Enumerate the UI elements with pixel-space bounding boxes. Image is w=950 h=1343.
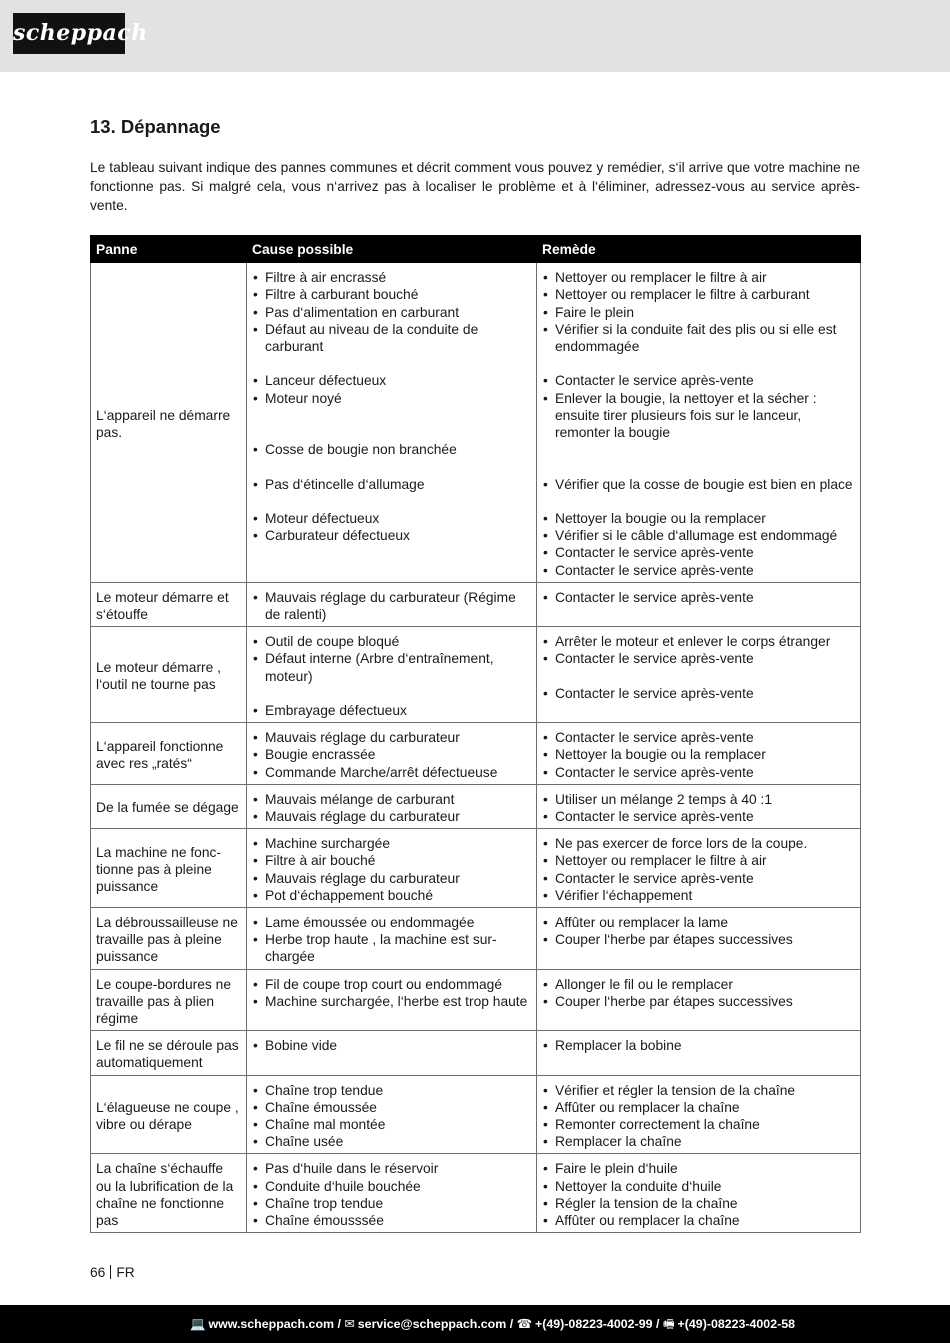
- remedy-item: • Nettoyer la bougie ou la remplacer: [541, 746, 856, 763]
- cause-list: [251, 633, 532, 719]
- cause-item: • Embrayage défectueux: [251, 702, 532, 719]
- cause-list: [251, 835, 532, 904]
- footer-phone: +(49)-08223-4002-99: [535, 1317, 653, 1331]
- remedy-item: • Affûter ou remplacer la chaîne: [541, 1212, 856, 1229]
- cause-item: • Bougie encrassée: [251, 746, 532, 763]
- footer-separator: /: [509, 1317, 514, 1331]
- remedy-list: [541, 835, 856, 904]
- cause-item: [251, 685, 532, 702]
- remedy-list: [541, 589, 856, 606]
- table-row: [91, 263, 861, 583]
- remedy-item: • Affûter ou remplacer la lame: [541, 914, 856, 931]
- remedy-item: • Couper l‘herbe par étapes successives: [541, 993, 856, 1010]
- remedy-item: • Couper l‘herbe par étapes successives: [541, 931, 856, 948]
- remedy-item: • Faire le plein d‘huile: [541, 1160, 856, 1177]
- remedy-cell: [537, 1154, 861, 1233]
- cause-cell: [247, 1075, 537, 1154]
- remedy-cell: [537, 829, 861, 908]
- scheppach-logo: scheppach: [13, 13, 125, 54]
- column-header-cause: Cause possible: [247, 236, 537, 263]
- page-number: [90, 1265, 135, 1280]
- remedy-item: • Contacter le service après-vente: [541, 650, 856, 667]
- cause-item: • Chaîne émoussée: [251, 1099, 532, 1116]
- remedy-item: • Nettoyer ou remplacer le filtre à air: [541, 269, 856, 286]
- panne-cell: Le coupe-bordures ne travaille pas à plien régime: [91, 969, 247, 1031]
- remedy-item: • Ne pas exercer de force lors de la coupe.: [541, 835, 856, 852]
- fax-icon: 🖷: [662, 1317, 675, 1331]
- cause-list: [251, 791, 532, 825]
- cause-item: • Bobine vide: [251, 1037, 532, 1054]
- cause-item: • Pas d‘étincelle d‘allumage: [251, 476, 532, 493]
- page-language: FR: [116, 1265, 135, 1280]
- remedy-list: [541, 729, 856, 781]
- cause-list: [251, 1160, 532, 1229]
- cause-item: [251, 458, 532, 475]
- remedy-item: • Remplacer la chaîne: [541, 1133, 856, 1150]
- panne-cell: Le moteur démarre , l‘outil ne tourne pas: [91, 627, 247, 723]
- remedy-cell: [537, 723, 861, 785]
- remedy-list: [541, 1082, 856, 1151]
- panne-cell: L‘appareil fonctionne avec res „ratés“: [91, 723, 247, 785]
- cause-item: • Mauvais réglage du carburateur: [251, 729, 532, 746]
- cause-cell: [247, 1154, 537, 1233]
- remedy-item: • Remonter correctement la chaîne: [541, 1116, 856, 1133]
- remedy-list: [541, 1160, 856, 1229]
- remedy-item: • Vérifier si le câble d‘allumage est endommagé: [541, 527, 856, 544]
- cause-item: • Carburateur défectueux: [251, 527, 532, 544]
- cause-cell: [247, 582, 537, 626]
- cause-cell: [247, 1031, 537, 1075]
- remedy-list: [541, 976, 856, 1010]
- remedy-item: • Nettoyer la bougie ou la remplacer: [541, 510, 856, 527]
- panne-cell: Le moteur démarre et s‘étouffe: [91, 582, 247, 626]
- panne-cell: L‘appareil ne démarre pas.: [91, 263, 247, 583]
- remedy-item: • Contacter le service après-vente: [541, 870, 856, 887]
- table-row: [91, 969, 861, 1031]
- remedy-item: • Contacter le service après-vente: [541, 729, 856, 746]
- intro-paragraph: Le tableau suivant indique des pannes communes et décrit comment vous pouvez y remédier, s‘il arrive que votre machine ne fonctionne pas. Si malgré cela, vous n‘arrivez pas à localiser le problème et à l‘éliminer, adressez-vous au service après-vente.: [90, 160, 860, 213]
- cause-list: [251, 914, 532, 966]
- remedy-item: • Vérifier que la cosse de bougie est bien en place: [541, 476, 856, 493]
- remedy-item: • Vérifier si la conduite fait des plis ou si elle est endommagée: [541, 321, 856, 355]
- table-row: [91, 582, 861, 626]
- column-header-panne: Panne: [91, 236, 247, 263]
- cause-item: • Fil de coupe trop court ou endommagé: [251, 976, 532, 993]
- cause-item: [251, 407, 532, 424]
- panne-cell: La chaîne s‘échauffe ou la lubrification de la chaîne ne fonctionne pas: [91, 1154, 247, 1233]
- footer-separator: /: [337, 1317, 341, 1331]
- envelope-icon: ✉: [344, 1317, 355, 1331]
- remedy-item: • Nettoyer ou remplacer le filtre à air: [541, 852, 856, 869]
- footer-website[interactable]: www.scheppach.com: [208, 1317, 335, 1331]
- cause-cell: [247, 263, 537, 583]
- remedy-cell: [537, 582, 861, 626]
- table-row: [91, 829, 861, 908]
- cause-item: • Chaîne trop tendue: [251, 1195, 532, 1212]
- cause-item: [251, 493, 532, 510]
- cause-item: • Chaîne trop tendue: [251, 1082, 532, 1099]
- panne-cell: De la fumée se dégage: [91, 784, 247, 828]
- remedy-item: [541, 493, 856, 510]
- remedy-cell: [537, 263, 861, 583]
- remedy-item: • Vérifier et régler la tension de la chaîne: [541, 1082, 856, 1099]
- remedy-cell: [537, 1075, 861, 1154]
- cause-item: • Pas d‘huile dans le réservoir: [251, 1160, 532, 1177]
- table-row: [91, 1154, 861, 1233]
- remedy-item: • Nettoyer ou remplacer le filtre à carburant: [541, 286, 856, 303]
- cause-item: • Mauvais réglage du carburateur (Régime de ralenti): [251, 589, 532, 623]
- remedy-list: [541, 1037, 856, 1054]
- panne-cell: La débroussailleuse ne travaille pas à pleine puissance: [91, 908, 247, 970]
- remedy-item: [541, 458, 856, 475]
- remedy-cell: [537, 784, 861, 828]
- table-row: [91, 723, 861, 785]
- cause-cell: [247, 627, 537, 723]
- cause-cell: [247, 969, 537, 1031]
- remedy-item: • Contacter le service après-vente: [541, 372, 856, 389]
- remedy-cell: [537, 627, 861, 723]
- footer-fax: +(49)-08223-4002-58: [677, 1317, 795, 1331]
- panne-cell: L‘élagueuse ne coupe , vibre ou dérape: [91, 1075, 247, 1154]
- cause-cell: [247, 723, 537, 785]
- cause-item: • Chaîne émousssée: [251, 1212, 532, 1229]
- remedy-list: [541, 914, 856, 948]
- page-number-value: 66: [90, 1265, 106, 1280]
- cause-item: • Moteur noyé: [251, 390, 532, 407]
- table-row: [91, 1075, 861, 1154]
- remedy-item: • Régler la tension de la chaîne: [541, 1195, 856, 1212]
- remedy-cell: [537, 969, 861, 1031]
- table-row: [91, 784, 861, 828]
- cause-item: • Défaut interne (Arbre d‘entraînement, moteur): [251, 650, 532, 684]
- footer-contacts: [190, 1305, 795, 1343]
- cause-item: • Moteur défectueux: [251, 510, 532, 527]
- remedy-item: • Utiliser un mélange 2 temps à 40 :1: [541, 791, 856, 808]
- column-header-remede: Remède: [537, 236, 861, 263]
- cause-item: • Lanceur défectueux: [251, 372, 532, 389]
- cause-list: [251, 1037, 532, 1054]
- cause-item: • Machine surchargée: [251, 835, 532, 852]
- remedy-item: • Remplacer la bobine: [541, 1037, 856, 1054]
- table-row: [91, 627, 861, 723]
- remedy-list: [541, 633, 856, 702]
- cause-item: • Chaîne usée: [251, 1133, 532, 1150]
- remedy-item: [541, 441, 856, 458]
- section-title: 13. Dépannage: [90, 116, 221, 137]
- remedy-item: • Affûter ou remplacer la chaîne: [541, 1099, 856, 1116]
- remedy-item: • Nettoyer la conduite d‘huile: [541, 1178, 856, 1195]
- remedy-cell: [537, 908, 861, 970]
- cause-list: [251, 1082, 532, 1151]
- cause-item: • Commande Marche/arrêt défectueuse: [251, 764, 532, 781]
- cause-item: • Chaîne mal montée: [251, 1116, 532, 1133]
- cause-item: • Cosse de bougie non branchée: [251, 441, 532, 458]
- troubleshooting-table: [90, 235, 861, 1233]
- remedy-item: [541, 355, 856, 372]
- table-row: [91, 1031, 861, 1075]
- footer-email[interactable]: service@scheppach.com: [357, 1317, 507, 1331]
- laptop-icon: 💻: [190, 1317, 206, 1331]
- cause-list: [251, 269, 532, 544]
- cause-cell: [247, 784, 537, 828]
- remedy-item: • Enlever la bougie, la nettoyer et la sécher : ensuite tirer plusieurs fois sur le lanceur, remonter la bougie: [541, 390, 856, 442]
- phone-icon: ☎: [516, 1317, 533, 1331]
- remedy-item: • Contacter le service après-vente: [541, 562, 856, 579]
- remedy-item: • Contacter le service après-vente: [541, 808, 856, 825]
- cause-item: • Mauvais réglage du carburateur: [251, 808, 532, 825]
- remedy-item: • Contacter le service après-vente: [541, 764, 856, 781]
- cause-item: • Outil de coupe bloqué: [251, 633, 532, 650]
- remedy-item: • Faire le plein: [541, 304, 856, 321]
- cause-item: • Lame émoussée ou endommagée: [251, 914, 532, 931]
- cause-list: [251, 976, 532, 1010]
- remedy-item: • Allonger le fil ou le remplacer: [541, 976, 856, 993]
- remedy-item: • Contacter le service après-vente: [541, 544, 856, 561]
- cause-item: • Filtre à air encrassé: [251, 269, 532, 286]
- remedy-list: [541, 791, 856, 825]
- cause-item: [251, 424, 532, 441]
- cause-item: • Mauvais réglage du carburateur: [251, 870, 532, 887]
- cause-item: • Machine surchargée, l‘herbe est trop haute: [251, 993, 532, 1010]
- table-row: [91, 908, 861, 970]
- cause-item: • Défaut au niveau de la conduite de carburant: [251, 321, 532, 355]
- page-number-divider: [110, 1265, 111, 1279]
- remedy-item: • Contacter le service après-vente: [541, 685, 856, 702]
- cause-item: • Mauvais mélange de carburant: [251, 791, 532, 808]
- footer-separator: /: [655, 1317, 660, 1331]
- remedy-item: • Contacter le service après-vente: [541, 589, 856, 606]
- table-body: [91, 263, 861, 1233]
- panne-cell: Le fil ne se déroule pas automatiquement: [91, 1031, 247, 1075]
- cause-item: • Filtre à carburant bouché: [251, 286, 532, 303]
- cause-list: [251, 589, 532, 623]
- remedy-item: • Vérifier l‘échappement: [541, 887, 856, 904]
- cause-item: • Pot d‘échappement bouché: [251, 887, 532, 904]
- remedy-item: [541, 668, 856, 685]
- table-header-row: [91, 236, 861, 263]
- cause-cell: [247, 829, 537, 908]
- cause-item: • Conduite d‘huile bouchée: [251, 1178, 532, 1195]
- panne-cell: La machine ne fonctionne pas à pleine puissance: [91, 829, 247, 908]
- cause-item: • Filtre à air bouché: [251, 852, 532, 869]
- cause-item: • Pas d‘alimentation en carburant: [251, 304, 532, 321]
- page-header: [0, 0, 950, 72]
- remedy-cell: [537, 1031, 861, 1075]
- cause-list: [251, 729, 532, 781]
- remedy-item: • Arrêter le moteur et enlever le corps étranger: [541, 633, 856, 650]
- page-footer: [0, 1305, 950, 1343]
- cause-item: [251, 355, 532, 372]
- cause-cell: [247, 908, 537, 970]
- cause-item: • Herbe trop haute , la machine est surchargée: [251, 931, 532, 965]
- remedy-list: [541, 269, 856, 579]
